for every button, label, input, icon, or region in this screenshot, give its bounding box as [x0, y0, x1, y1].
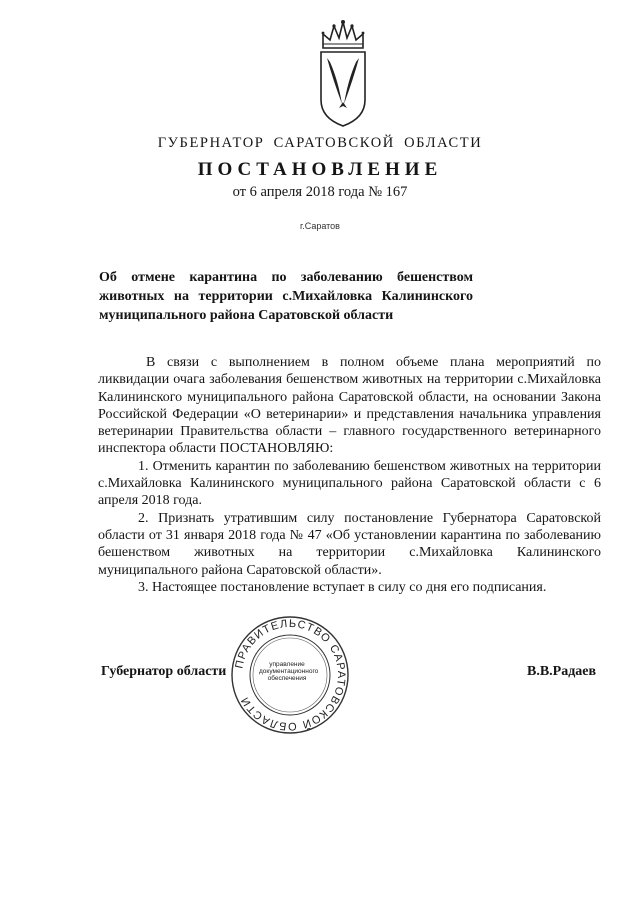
preamble-paragraph: В связи с выполнением в полном объеме плана мероприятий по ликвидации очага заболевания бешенством животных на территории с.Михайловка Калининского муниципального района Саратовской области, на основании Закона Российской Федерации «О ветеринарии» и представления начальника управления ветеринарии Правительства области – главного государственного ветеринарного инспектора области ПОСТАНОВЛЯЮ:	[98, 355, 601, 457]
decree-item-1: 1. Отменить карантин по заболеванию бешенством животных на территории с.Михайловка Калининского муниципального района Саратовской области с 6 апреля 2018 года.	[98, 458, 601, 509]
signer-name: В.В.Радаев	[527, 664, 597, 679]
document-type: ПОСТАНОВЛЕНИЕ	[197, 159, 443, 180]
stamp-ring-text: ПРАВИТЕЛЬСТВО САРАТОВСКОЙ ОБЛАСТИ	[233, 617, 348, 733]
document-city: г.Саратов	[300, 221, 340, 231]
document-date-number: от 6 апреля 2018 года № 167	[232, 184, 408, 200]
signer-title: Губернатор области	[101, 664, 227, 679]
document-subject	[99, 268, 473, 325]
authority-title: ГУБЕРНАТОР САРАТОВСКОЙ ОБЛАСТИ	[157, 135, 483, 151]
subject-line: муниципального района Саратовской области	[99, 308, 394, 323]
coat-of-arms-icon	[315, 18, 371, 128]
subject-line: животных на территории с.Михайловка Калининского	[99, 289, 473, 304]
stamp-inner-text: управление документационного обеспечения	[259, 661, 319, 682]
decree-item-2: 2. Признать утратившим силу постановление Губернатора Саратовской области от 31 января 2018 года № 47 «Об установлении карантина по заболеванию бешенством животных на территории с.Михайловка Калининского муниципального района Саратовской области».	[98, 510, 601, 578]
document-body	[98, 354, 601, 596]
subject-line: Об отмене карантина по заболеванию бешенством	[99, 270, 473, 285]
decree-item-3: 3. Настоящее постановление вступает в силу со дня его подписания.	[138, 579, 547, 595]
